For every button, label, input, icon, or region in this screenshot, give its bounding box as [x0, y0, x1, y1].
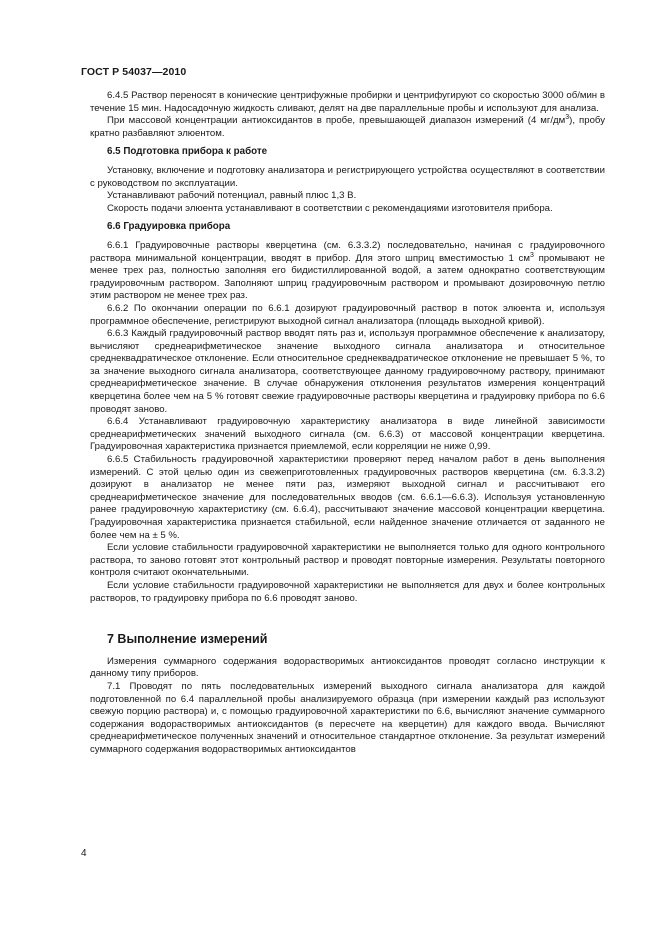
paragraph-6-6-3: 6.6.3 Каждый градуировочный раствор вводят пять раз и, используя программное обеспечение к анализатору, вычисляют среднеарифметическое значение выходного сигнала анализатора и относительное среднеквадратическое отклонение. Если относительное среднеквадратическое отклонение не превышает 5 %, то за значение выходного сигнала анализатора, соответствующее данному градуировочному раствору, принимают среднеарифметическое значение. В случае обнаружения отклонения результатов измерения концентраций кверцетина более чем на 5 % готовят свежие градуировочные растворы кверцетина и градуировку прибора по 6.6 проводят заново. [90, 328, 605, 415]
section-heading-7: 7 Выполнение измерений [107, 632, 268, 647]
paragraph-mass-text-a: При массовой концентрации антиоксидантов в пробе, превышающей диапазон измерений (4 мг/дм [107, 115, 566, 127]
paragraph-6-6-5: 6.6.5 Стабильность градуировочной характеристики проверяют перед началом работ в день выполнения измерений. С этой целью один из свежеприготовленных градуировочных растворов кверцетина (см. 6.3.3.2) дозируют в анализатор не менее пяти раз, измеряют выходной сигнал и рассчитывают его среднеарифметическое значение для последовательных вводов (см. 6.6.1—6.6.3). Используя установленную ранее градуировочную характеристику (см. 6.6.4), рассчитывают значение массовой концентрации кверцетина. Градуировочная характеристика признается стабильной, если найденное значение отличается от заданного не более чем на ± 5 %. [90, 454, 605, 541]
paragraph-mass-text-b: ), пробу кратно разбавляют элюентом. [90, 115, 606, 139]
paragraph-6-6-1-text-a: 6.6.1 Градуировочные растворы кверцетина (см. 6.3.3.2) последовательно, начиная с градуировочного раствора минимальной концентрации, вводят в прибор. Для этого шприц вместимостью 1 см [90, 239, 605, 264]
paragraph-6-6-5-single-control: Если условие стабильности градуировочной характеристики не выполняется только для одного контрольного раствора, то заново готовят этот контрольный раствор и проводят повторные измерения. Результаты повторного контроля считают окончательными. [90, 542, 605, 579]
document-body [90, 90, 605, 757]
section-heading-6-5: 6.5 Подготовка прибора к работе [107, 146, 268, 158]
paragraph-mass-concentration [90, 115, 605, 140]
superscript-3: 3 [565, 114, 570, 121]
section-heading-6-6: 6.6 Градуировка прибора [107, 221, 231, 233]
paragraph-6-6-5-multiple-control: Если условие стабильности градуировочной характеристики не выполняется для двух и более контрольных растворов, то градуировку прибора по 6.6 проводят заново. [90, 579, 605, 604]
superscript-3: 3 [529, 251, 534, 259]
standard-header: ГОСТ Р 54037—2010 [81, 66, 187, 78]
paragraph-6-5-potential: Устанавливают рабочий потенциал, равный плюс 1,3 В. [107, 190, 357, 202]
paragraph-6-5-eluent-speed: Скорость подачи элюента устанавливают в соответствии с рекомендациями изготовителя прибора. [107, 202, 553, 214]
paragraph-6-6-1-text-b: промывают не менее трех раз, полностью заполняя его бидистиллированной водой, а затем однократно соответствующим градуировочным раствором. Заполняют шприц градуировочным раствором и промывают дозировочную петлю этим раствором не менее трех раз. [90, 252, 605, 302]
paragraph-6-4-5: 6.4.5 Раствор переносят в конические центрифужные пробирки и центрифугируют со скоростью 3000 об/мин в течение 15 мин. Надосадочную жидкость сливают, делят на две параллельные пробы и используют для анализа. [90, 90, 605, 114]
paragraph-6-6-2: 6.6.2 По окончании операции по 6.6.1 дозируют градуировочный раствор в поток элюента и, используя программное обеспечение, регистрируют выходной сигнал анализатора (площадь выходной кривой). [90, 302, 605, 327]
page-number: 4 [81, 848, 87, 859]
paragraph-7-intro: Измерения суммарного содержания водорастворимых антиоксидантов проводят согласно инструкции к данному типу приборов. [90, 655, 605, 680]
paragraph-7-1: 7.1 Проводят по пять последовательных измерений выходного сигнала анализатора для каждой подготовленной по 6.4 параллельной пробы анализируемого образца (при измерении каждый раз используют свежую порцию раствора) и, с помощью градуировочной характеристики по 6.6, вычисляют значение суммарного содержания водорастворимых антиоксидантов (в пересчете на кверцетин) для каждого ввода. Вычисляют среднеарифметическое полученных значений и относительное стандартное отклонение. За результат измерений суммарного содержания водорастворимых антиоксидантов [90, 680, 605, 755]
paragraph-6-5-setup: Установку, включение и подготовку анализатора и регистрирующего устройства осуществляют в соответствии с руководством по эксплуатации. [90, 164, 605, 189]
paragraph-6-6-4: 6.6.4 Устанавливают градуировочную характеристику анализатора в виде линейной зависимости среднеарифметических значений выходного сигнала (см. 6.6.3) от массовой концентрации кверцетина. Градуировочная характеристика признается приемлемой, если корреляции не ниже 0,99. [90, 416, 605, 453]
paragraph-6-6-1 [90, 240, 605, 303]
